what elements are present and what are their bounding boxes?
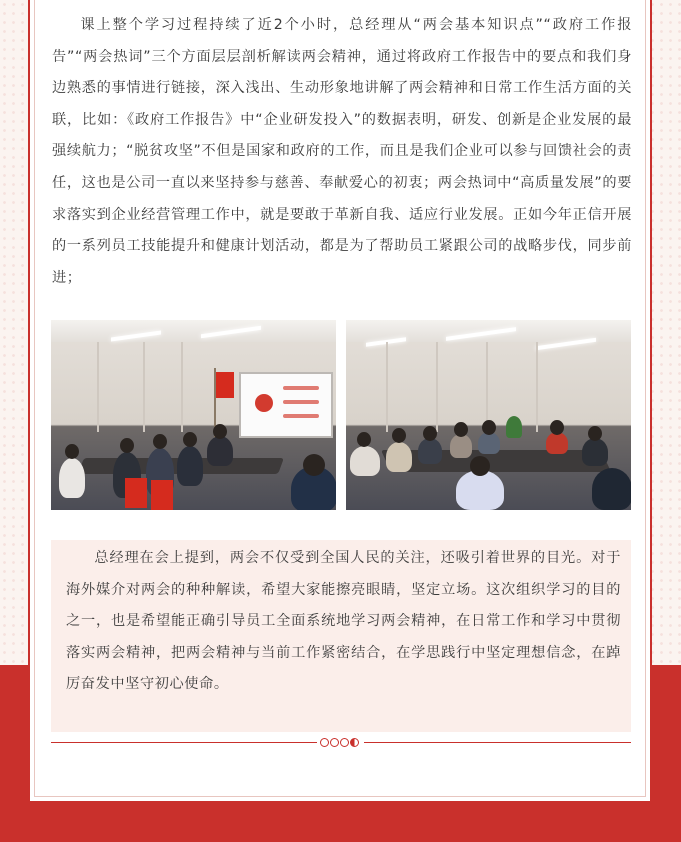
attendee <box>350 446 380 476</box>
photo-gallery <box>51 320 631 510</box>
wall-panel-line <box>97 342 99 432</box>
divider-ornament <box>320 737 362 749</box>
attendee-head <box>120 438 134 453</box>
wall-panel-line <box>536 342 538 432</box>
article-paragraph-1: 课上整个学习过程持续了近2个小时，总经理从“两会基本知识点”“政府工作报告”“两会热词”三个方面层层剖析解读两会精神，通过将政府工作报告中的要点和我们身边熟悉的事情进行链接，深入浅出、生动形象地讲解了两会精神和日常工作生活方面的关联，比如：《政府工作报告》中“企业研发投入”的数据表明，研发、创新是企业发展的最强续航力；“脱贫攻坚”不但是国家和政府的工作，而且是我们企业可以参与回馈社会的责任，这也是公司一直以来坚持参与慈善、奉献爱心的初衷；两会热词中“高质量发展”的要求落实到企业经营管理工作中，就是要敢于革新自我、适应行业发展。正如今年正信开展的一系列员工技能提升和健康计划活动，都是为了帮助员工紧跟公司的战略步伐，同步前进； <box>52 17 632 286</box>
attendee <box>546 432 568 454</box>
attendee-head <box>183 432 197 447</box>
attendee-head <box>482 420 496 435</box>
attendee <box>450 434 472 458</box>
wall-panel-line <box>386 342 388 432</box>
meeting-photo-presenter[interactable] <box>51 320 336 510</box>
screen-logo-icon <box>255 394 273 412</box>
attendee <box>582 438 608 466</box>
wall-panel-line <box>436 342 438 432</box>
wall-panel-line <box>143 342 145 432</box>
desk-flag <box>151 480 173 510</box>
attendee-head <box>588 426 602 441</box>
article-paragraph-2: 总经理在会上提到，两会不仅受到全国人民的关注，还吸引着世界的目光。对于海外媒介对两会的种种解读，希望大家能擦亮眼睛，坚定立场。这次组织学习的目的之一，也是希望能正确引导员工全面系统地学习两会精神，在日常工作和学习中贯彻落实两会精神，把两会精神与当前工作紧密结合，在学思践行中坚定理想信念，在踔厉奋发中坚守初心使命。 <box>66 550 621 693</box>
screen-slide-line <box>283 414 319 418</box>
ornament-half-circle-icon <box>350 738 359 747</box>
section-divider-left <box>51 742 317 743</box>
desk-flag <box>125 478 147 508</box>
wall-panel-line <box>181 342 183 432</box>
attendee-head <box>470 456 490 476</box>
screen-slide-line <box>283 400 319 404</box>
meeting-photo-audience[interactable] <box>346 320 631 510</box>
attendee-head <box>357 432 371 447</box>
attendee <box>418 438 442 464</box>
attendee <box>386 442 412 472</box>
attendee-head <box>454 422 468 437</box>
attendee <box>478 432 500 454</box>
attendee <box>177 446 203 486</box>
attendee-head <box>550 420 564 435</box>
attendee-foreground <box>592 468 631 510</box>
ornament-circle-icon <box>340 738 349 747</box>
photo-ceiling <box>51 320 336 342</box>
attendee-head <box>303 454 325 476</box>
potted-plant <box>506 416 522 438</box>
presenter-head <box>213 424 227 439</box>
wall-panel-line <box>486 342 488 432</box>
attendee-head <box>153 434 167 449</box>
ornament-circle-icon <box>320 738 329 747</box>
presenter <box>207 436 233 466</box>
presentation-screen <box>239 372 333 438</box>
screen-slide-line <box>283 386 319 390</box>
attendee-head <box>423 426 437 441</box>
attendee <box>59 458 85 498</box>
attendee-head <box>392 428 406 443</box>
attendee-foreground <box>456 470 504 510</box>
attendee-head <box>65 444 79 459</box>
ornament-circle-icon <box>330 738 339 747</box>
section-divider-right <box>364 742 631 743</box>
national-flag <box>216 372 234 398</box>
